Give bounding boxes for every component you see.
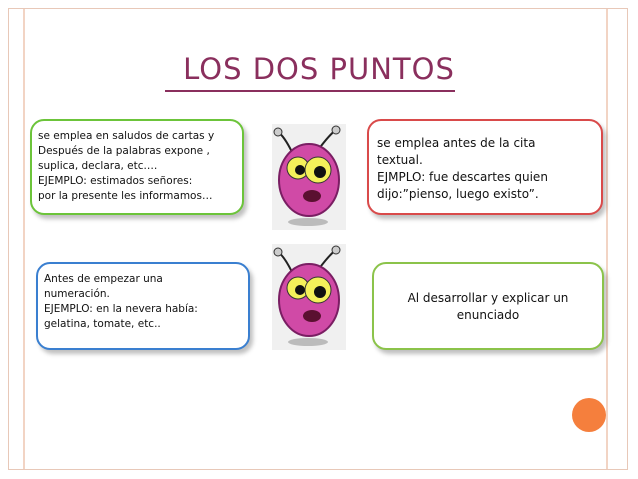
card-text-line: Después de la palabras expone , (38, 145, 210, 157)
card-text-line: se emplea en saludos de cartas y (38, 130, 215, 142)
card-text-line: enunciado (456, 308, 520, 322)
card-text-line: EJMPLO: fue descartes quien (377, 170, 548, 184)
card-text-line: Antes de empezar una (44, 273, 163, 285)
card-text-line: textual. (377, 153, 423, 167)
title-underline (165, 90, 455, 92)
card-enunciado (372, 262, 604, 350)
card-text-line: suplica, declara, etc.… (38, 160, 158, 172)
card-text-line: por la presente les informamos… (38, 190, 213, 202)
card-cita-textual (367, 119, 603, 215)
card-saludos (30, 119, 244, 215)
card-text-line: se emplea antes de la cita (377, 136, 536, 150)
card-text-line: dijo:”pienso, luego existo”. (377, 187, 539, 201)
bug-character-icon (272, 124, 346, 230)
slide-title: LOS DOS PUNTOS (183, 52, 455, 86)
bug-character-icon (272, 244, 346, 350)
card-numeracion (36, 262, 250, 350)
accent-dot (572, 398, 606, 432)
card-text-line: EJEMPLO: en la nevera había: (44, 303, 198, 315)
card-text-line: Al desarrollar y explicar un (407, 291, 569, 305)
card-text-line: numeración. (44, 288, 110, 300)
card-text-line: gelatina, tomate, etc.. (44, 318, 161, 330)
card-text-line: EJEMPLO: estimados señores: (38, 175, 193, 187)
